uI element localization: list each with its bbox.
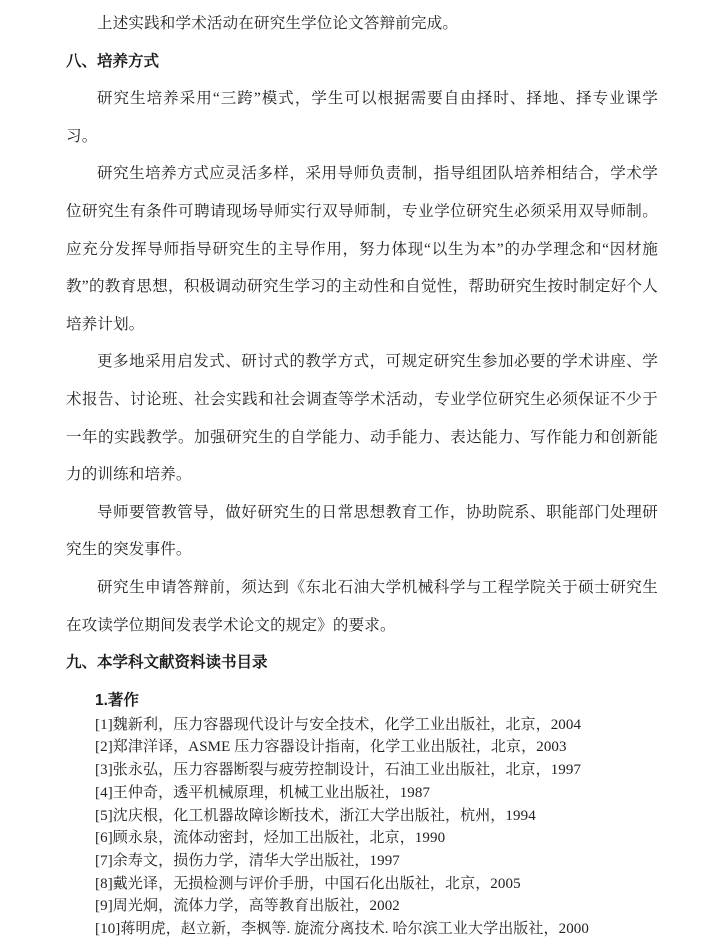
reference-item: [7]余寿文，损伤力学，清华大学出版社，1997 bbox=[95, 852, 400, 869]
paragraph-training-3: 更多地采用启发式、研讨式的教学方式，可规定研究生参加必要的学术讲座、学术报告、讨论班、社会实践和社会调查等学术活动，专业学位研究生必须保证不少于一年的实践教学。加强研究生的自学能力、动手能力、表达能力、写作能力和创新能力的训练和培养。 bbox=[66, 353, 658, 484]
subheading-books: 1.著作 bbox=[95, 691, 139, 709]
paragraph-training-4: 导师要管教管导，做好研究生的日常思想教育工作，协助院系、职能部门处理研究生的突发事件。 bbox=[66, 503, 658, 559]
section-heading-reading-list: 九、本学科文献资料读书目录 bbox=[66, 654, 268, 672]
reference-item: [9]周光炯，流体力学，高等教育出版社，2002 bbox=[95, 898, 400, 915]
reference-item: [2]郑津洋译，ASME 压力容器设计指南，化学工业出版社，北京，2003 bbox=[95, 739, 567, 756]
section-heading-training-method: 八、培养方式 bbox=[66, 52, 160, 70]
reference-item: [3]张永弘，压力容器断裂与疲劳控制设计，石油工业出版社，北京，1997 bbox=[95, 762, 582, 779]
paragraph-training-5: 研究生申请答辩前，须达到《东北石油大学机械科学与工程学院关于硕士研究生在攻读学位期间发表学术论文的规定》的要求。 bbox=[66, 578, 658, 634]
reference-item: [6]顾永泉，流体动密封，烃加工出版社，北京，1990 bbox=[95, 830, 446, 847]
reference-item: [10]蒋明虎，赵立新，李枫等. 旋流分离技术. 哈尔滨工业大学出版社，2000 bbox=[95, 921, 589, 938]
paragraph-training-2: 研究生培养方式应灵活多样，采用导师负责制，指导组团队培养相结合，学术学位研究生有条件可聘请现场导师实行双导师制，专业学位研究生必须采用双导师制。应充分发挥导师指导研究生的主导作用，努力体现“以生为本”的办学理念和“因材施教”的教育思想，积极调动研究生学习的主动性和自觉性，帮助研究生按时制定好个人培养计划。 bbox=[66, 165, 658, 333]
intro-paragraph: 上述实践和学术活动在研究生学位论文答辩前完成。 bbox=[97, 15, 459, 32]
reference-item: [1]魏新利，压力容器现代设计与安全技术，化学工业出版社，北京，2004 bbox=[95, 716, 582, 733]
paragraph-training-1: 研究生培养采用“三跨”模式，学生可以根据需要自由择时、择地、择专业课学习。 bbox=[66, 90, 658, 145]
reference-item: [5]沈庆根，化工机器故障诊断技术，浙江大学出版社，杭州，1994 bbox=[95, 807, 536, 824]
reference-list bbox=[95, 714, 658, 941]
reference-item: [8]戴光译，无损检测与评价手册，中国石化出版社，北京，2005 bbox=[95, 875, 521, 892]
reference-item: [4]王仲奇，透平机械原理，机械工业出版社，1987 bbox=[95, 784, 431, 801]
